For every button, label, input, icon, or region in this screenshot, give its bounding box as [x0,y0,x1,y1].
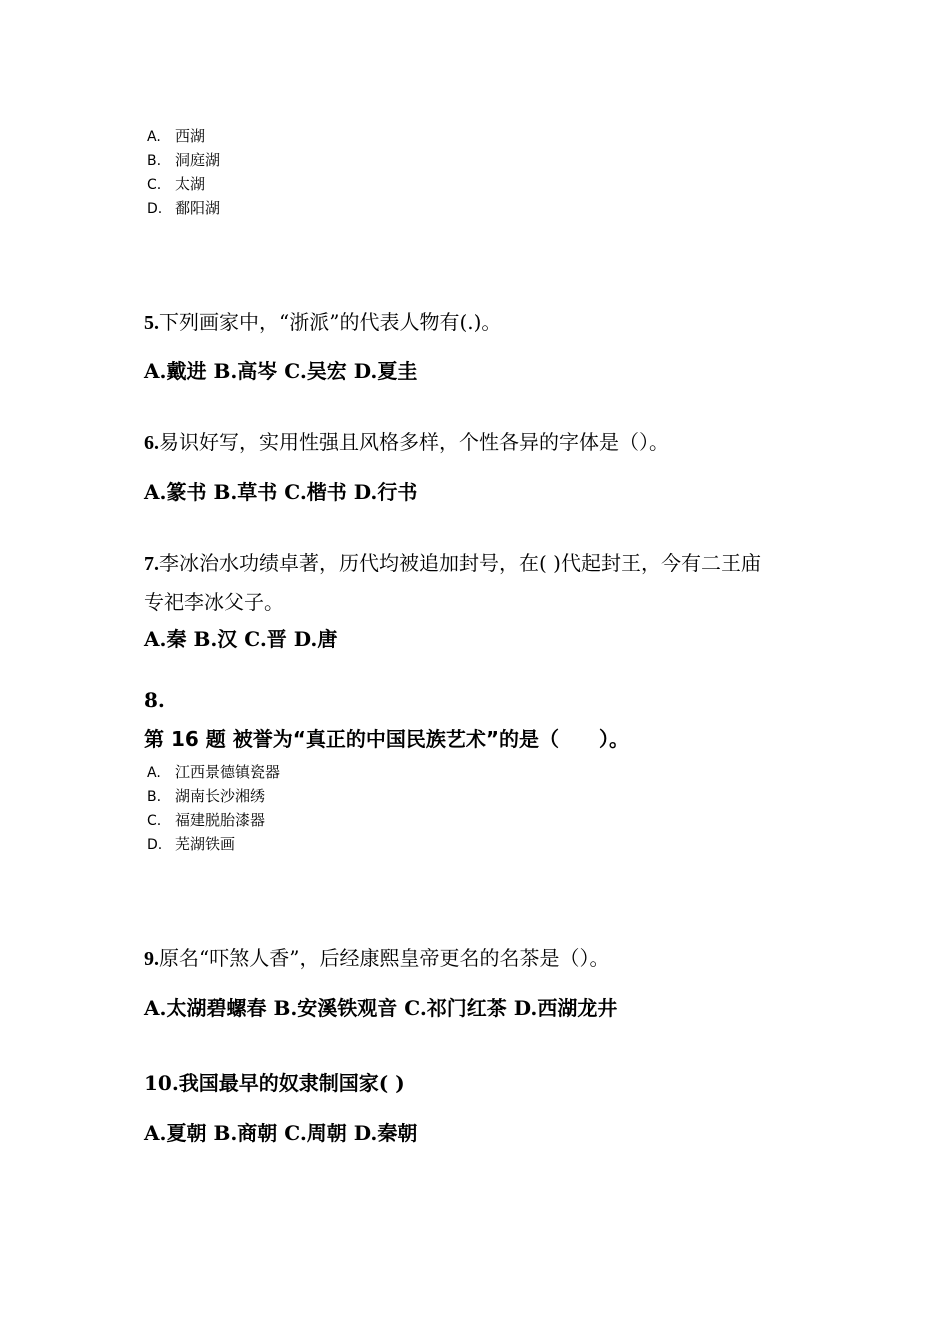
q8-option-a: A. 江西景德镇瓷器 [147,763,281,781]
q8-option-c: C. 福建脱胎漆器 [147,811,266,829]
q7-question-line1: 7.李冰治水功绩卓著，历代均被追加封号，在( )代起封王，今有二王庙 [144,551,761,575]
q10-question: 10.我国最早的奴隶制国家( ) [144,1071,405,1095]
q4-option-a: A. 西湖 [147,127,206,145]
q8-option-b: B. 湖南长沙湘绣 [147,787,266,805]
q9-answers: A.太湖碧螺春 B.安溪铁观音 C.祁门红茶 D.西湖龙井 [144,996,618,1020]
q4-options [147,124,220,220]
q8-number: 8. [144,688,165,712]
q8-options [147,760,280,856]
q4-option-b: B. 洞庭湖 [147,151,221,169]
q8-option-d: D. 芜湖铁画 [147,835,236,853]
q7-answers: A.秦 B.汉 C.晋 D.唐 [144,627,338,651]
q4-option-c: C. 太湖 [147,175,206,193]
q7-question-line2: 专祀李冰父子。 [144,590,284,614]
q9-question: 9.原名“吓煞人香”，后经康熙皇帝更名的名茶是（）。 [144,946,610,970]
q5-answers: A.戴进 B.高岑 C.吴宏 D.夏圭 [144,359,418,383]
q5-question: 5.下列画家中，“浙派”的代表人物有(.)。 [144,310,502,334]
q6-question: 6.易识好写，实用性强且风格多样，个性各异的字体是（）。 [144,430,669,454]
q4-option-d: D. 鄱阳湖 [147,199,221,217]
q10-answers: A.夏朝 B.商朝 C.周朝 D.秦朝 [144,1121,418,1145]
q6-answers: A.篆书 B.草书 C.楷书 D.行书 [144,480,418,504]
q8-title: 第 16 题 被誉为“真正的中国民族艺术”的是（ ）。 [144,727,630,751]
